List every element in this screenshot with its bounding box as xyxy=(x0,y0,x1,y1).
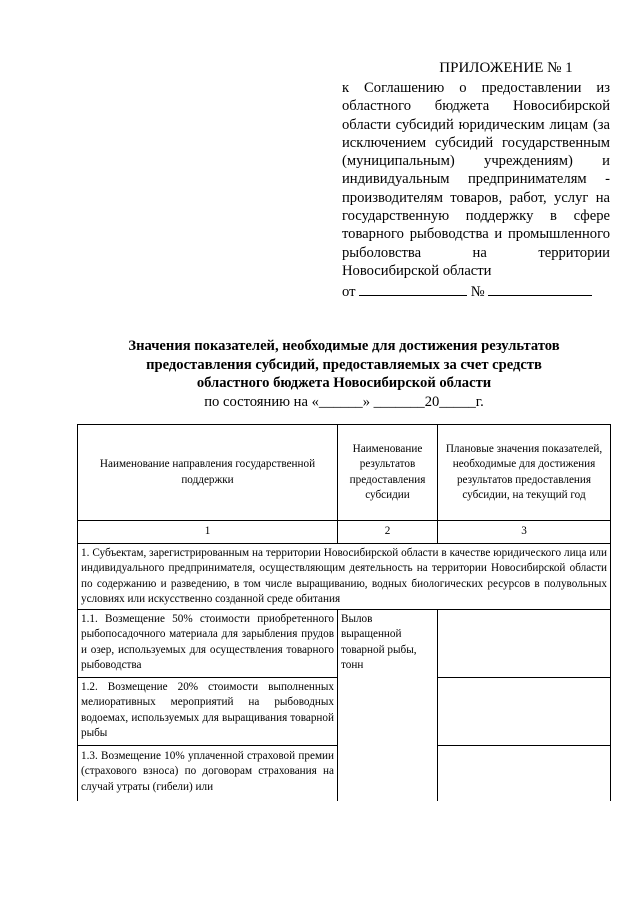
appendix-title: ПРИЛОЖЕНИЕ № 1 xyxy=(439,60,573,76)
agreement-date-line xyxy=(342,283,610,301)
column-number: 2 xyxy=(338,521,438,544)
table-section-row xyxy=(78,544,611,610)
row-direction-name: 1.1. Возмещение 50% стоимости приобретенного рыбопосадочного материала для зарыбления прудов и озер, используемых для осуществления товарного рыбоводства xyxy=(78,610,338,678)
row-direction-cell xyxy=(78,746,338,802)
appendix-block xyxy=(342,60,610,302)
indicators-table xyxy=(77,424,611,801)
row-planned-value xyxy=(438,610,611,678)
table-row xyxy=(78,610,611,678)
column-number: 3 xyxy=(438,521,611,544)
date-blank xyxy=(359,283,467,296)
number-sign: № xyxy=(470,284,485,301)
row-direction-name: 1.2. Возмещение 20% стоимости выполненных мелиоративных мероприятий на рыбоводных водоемах, используемых для выращивания товарной рыбы xyxy=(78,678,338,746)
heading-line-2: предоставления субсидий, предоставляемых за счет средств xyxy=(146,356,542,373)
table-number-row xyxy=(78,521,611,544)
date-prefix: от xyxy=(342,284,356,301)
row-result-name: Вылов выращенной товарной рыбы, тонн xyxy=(338,610,438,802)
appendix-text: к Соглашению о предоставлении из областного бюджета Новосибирской области субсидий юридическим лицам (за исключением субсидий государственным (муниципальным) учреждениям) и индивидуальным предпринимателям - производителям товаров, работ, услуг на государственную поддержку в сфере товарного рыбоводства и промышленного рыболовства на территории Новосибирской области xyxy=(342,80,610,279)
table-header-row xyxy=(78,425,611,521)
header-results: Наименование результатов предоставления субсидии xyxy=(338,425,438,521)
row-direction-name: 1.3. Возмещение 10% уплаченной страховой премии (страхового взноса) по договорам страхования на случай утраты (гибели) или xyxy=(81,750,334,793)
heading-line-1: Значения показателей, необходимые для достижения результатов xyxy=(128,338,560,354)
heading-line-3: областного бюджета Новосибирской области xyxy=(196,375,492,391)
number-blank xyxy=(488,283,592,296)
row-planned-value xyxy=(438,678,611,746)
column-number: 1 xyxy=(78,521,338,544)
heading-date-line: по состоянию на «______» _______20_____г. xyxy=(204,393,484,410)
header-planned-values: Плановые значения показателей, необходимые для достижения результатов предоставления субсидии, на текущий год xyxy=(438,425,611,521)
row-planned-value xyxy=(438,746,611,802)
document-heading xyxy=(80,337,608,411)
header-direction: Наименование направления государственной поддержки xyxy=(78,425,338,521)
section-text: 1. Субъектам, зарегистрированным на территории Новосибирской области в качестве юридического лица или индивидуального предпринимателя, осуществляющим деятельность на территории Новосибирской области по содержанию и разведению, в том числе выращиванию, водных биологических ресурсов в полувольных условиях или искусственно созданной среде обитания xyxy=(78,544,611,610)
